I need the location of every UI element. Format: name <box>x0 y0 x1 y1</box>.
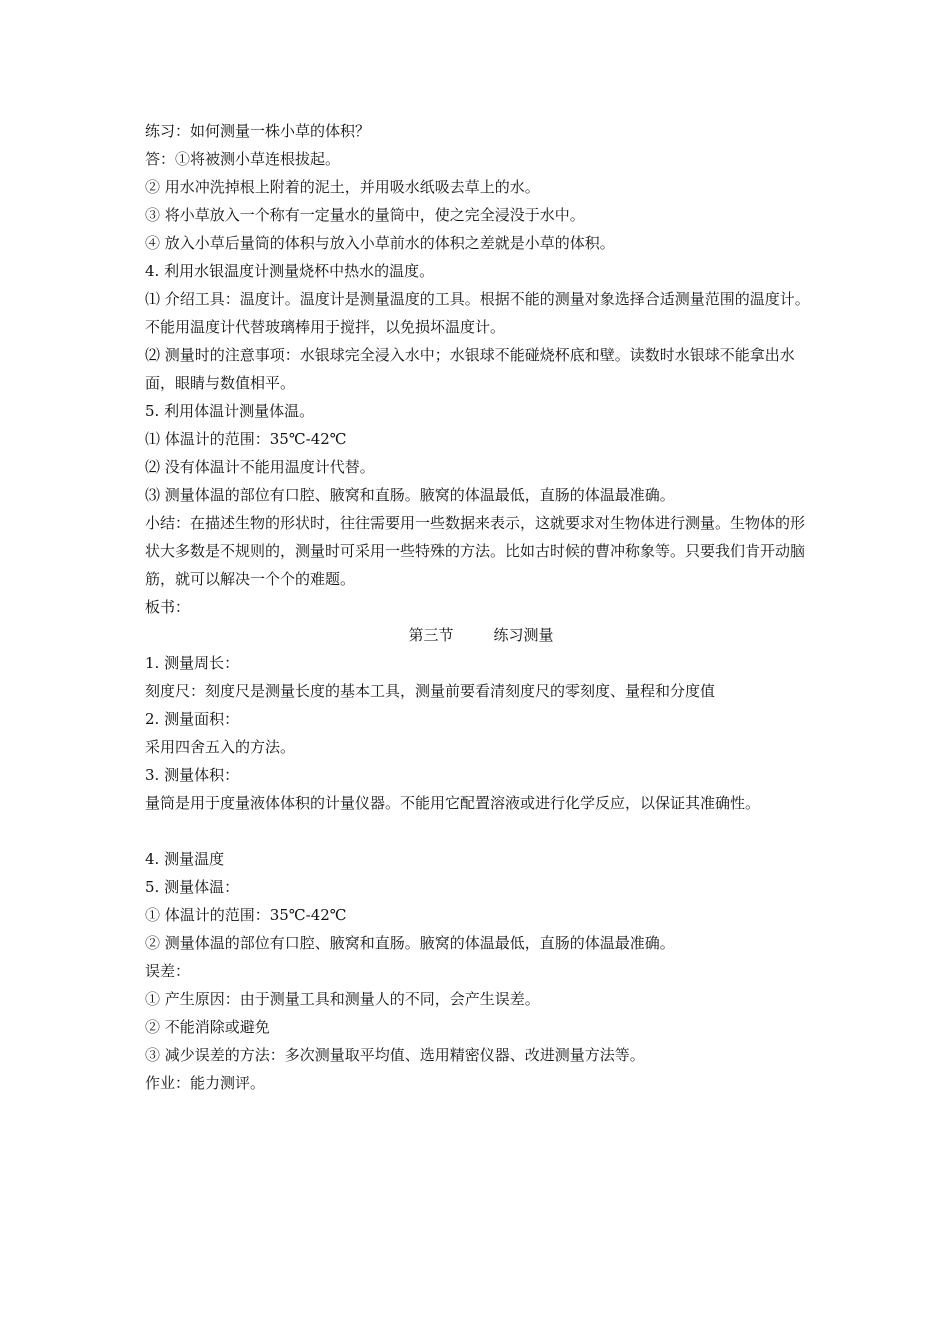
section-heading <box>145 621 817 649</box>
answer-step-3: ③ 将小草放入一个称有一定量水的量筒中，使之完全浸没于水中。 <box>145 206 585 224</box>
exercise-question: 练习：如何测量一株小草的体积？ <box>145 122 371 140</box>
thermometer-intro: ⑴ 介绍工具：温度计。温度计是测量温度的工具。根据不能的测量对象选择合适测量范围的温度计。不能用温度计代替玻璃棒用于搅拌，以免损坏温度计。 <box>145 290 810 336</box>
board-item-perimeter: 1. 测量周长： <box>145 654 240 672</box>
board-temperature-sites: ② 测量体温的部位有口腔、腋窝和直肠。腋窝的体温最低，直肠的体温最准确。 <box>145 934 675 952</box>
board-label: 板书： <box>145 598 191 616</box>
summary-paragraph: 小结：在描述生物的形状时，往往需要用一些数据来表示，这就要求对生物体进行测量。生物体的形状大多数是不规则的，测量时可采用一些特殊的方法。比如古时候的曹冲称象等。只要我们肯开动脑筋，就可以解决一个个的难题。 <box>145 514 806 588</box>
heading-thermometer: 4. 利用水银温度计测量烧杯中热水的温度。 <box>145 262 435 280</box>
heading-body-temperature: 5. 利用体温计测量体温。 <box>145 402 315 420</box>
answer-step-2: ② 用水冲洗掉根上附着的泥土，并用吸水纸吸去草上的水。 <box>145 178 540 196</box>
error-reduction: ③ 减少误差的方法：多次测量取平均值、选用精密仪器、改进测量方法等。 <box>145 1046 645 1064</box>
board-ruler-note: 刻度尺：刻度尺是测量长度的基本工具，测量前要看清刻度尺的零刻度、量程和分度值 <box>145 682 716 700</box>
error-unavoidable: ② 不能消除或避免 <box>145 1018 270 1036</box>
body-temperature-sites: ⑶ 测量体温的部位有口腔、腋窝和直肠。腋窝的体温最低，直肠的体温最准确。 <box>145 486 675 504</box>
thermometer-notes: ⑵ 测量时的注意事项：水银球完全浸入水中；水银球不能碰烧杯底和壁。读数时水银球不能拿出水面，眼睛与数值相平。 <box>145 346 795 392</box>
section-title: 练习测量 <box>493 626 554 644</box>
answer-step-4: ④ 放入小草后量筒的体积与放入小草前水的体积之差就是小草的体积。 <box>145 234 615 252</box>
answer-step-1: 答：①将被测小草连根拔起。 <box>145 150 341 168</box>
board-cylinder-note: 量筒是用于度量液体体积的计量仪器。不能用它配置溶液或进行化学反应，以保证其准确性。 <box>145 794 761 812</box>
clinical-thermometer-range: ⑴ 体温计的范围：35℃-42℃ <box>145 430 347 448</box>
error-heading: 误差： <box>145 962 191 980</box>
board-item-body-temperature: 5. 测量体温： <box>145 878 240 896</box>
board-item-volume: 3. 测量体积： <box>145 766 240 784</box>
section-number: 第三节 <box>408 626 454 644</box>
board-item-area: 2. 测量面积： <box>145 710 240 728</box>
board-item-temperature: 4. 测量温度 <box>145 850 225 868</box>
homework: 作业：能力测评。 <box>145 1074 266 1092</box>
clinical-thermometer-note: ⑵ 没有体温计不能用温度计代替。 <box>145 458 375 476</box>
board-area-note: 采用四舍五入的方法。 <box>145 738 296 756</box>
board-thermometer-range: ① 体温计的范围：35℃-42℃ <box>145 906 347 924</box>
document-page <box>145 117 817 1097</box>
error-cause: ① 产生原因：由于测量工具和测量人的不同，会产生误差。 <box>145 990 540 1008</box>
